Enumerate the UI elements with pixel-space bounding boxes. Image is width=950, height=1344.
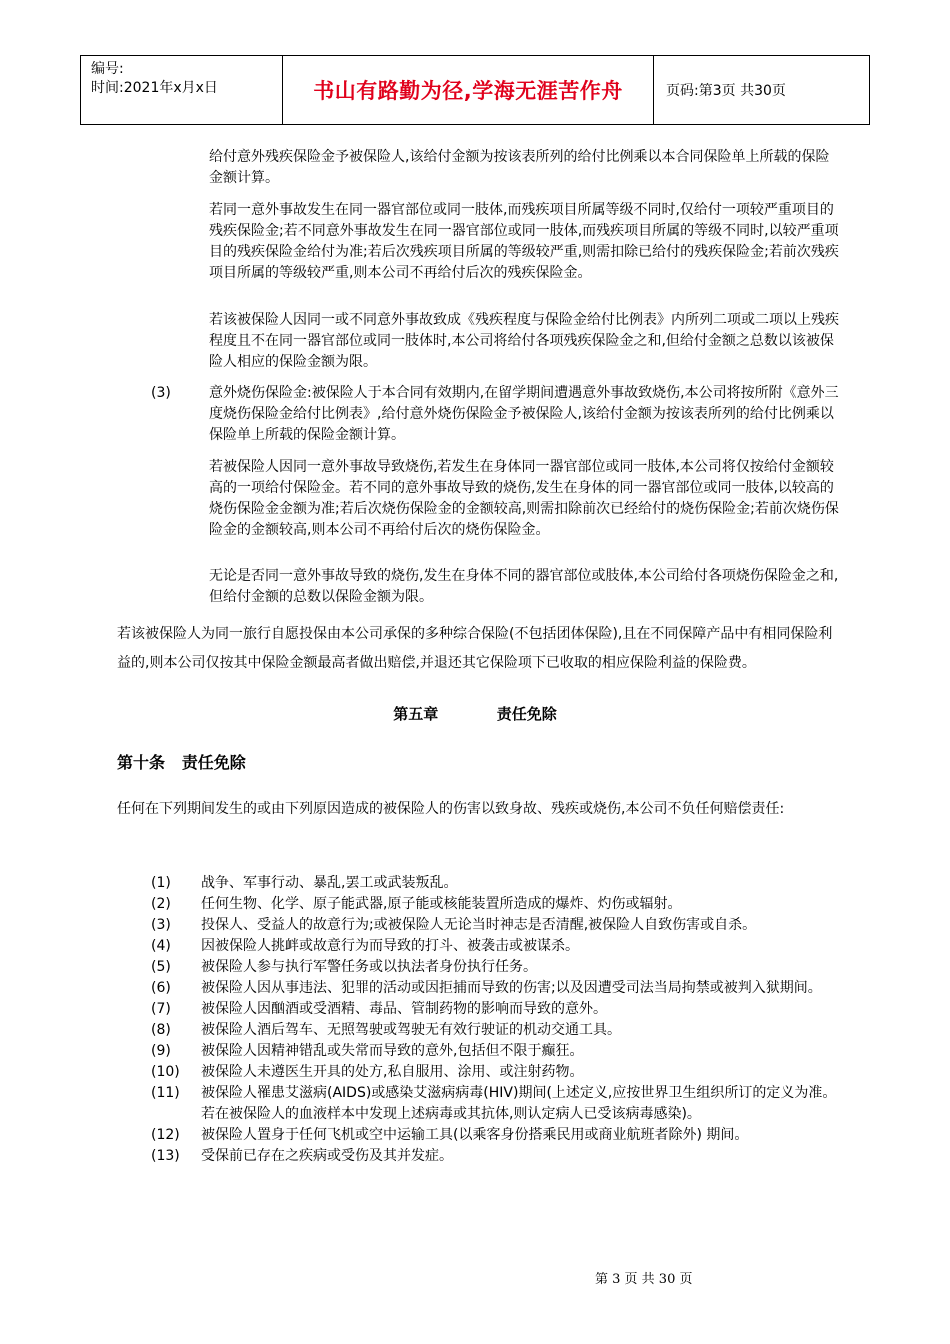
list-item: (7) 被保险人因酗酒或受酒精、毒品、管制药物的影响而导致的意外。 bbox=[151, 1001, 607, 1017]
header-meta bbox=[81, 56, 283, 124]
list-item: (5) 被保险人参与执行军警任务或以执法者身份执行任务。 bbox=[151, 959, 537, 975]
page-footer: 第 3 页 共 30 页 bbox=[595, 1272, 693, 1287]
paragraph-burn-same-accident: 若被保险人因同一意外事故导致烧伤,若发生在身体同一器官部位或同一肢体,本公司将仅按给付金额较高的一项给付保险金。若不同的意外事故导致的烧伤,发生在身体的同一器官部位或同一肢体,以较高的烧伤保险金金额为准;若后次烧伤保险金的金额较高,则需扣除前次已经给付的烧伤保险金;若前次烧伤保险金的金额较高,则本公司不再给付后次的烧伤保险金。 bbox=[209, 459, 839, 538]
article-title: 第十条 责任免除 bbox=[117, 753, 246, 772]
chapter-number: 第五章 bbox=[393, 705, 439, 723]
document-number-label: 编号: bbox=[91, 61, 124, 77]
list-item: (1) 战争、军事行动、暴乱,罢工或武装叛乱。 bbox=[151, 875, 458, 891]
paragraph-multiple-insurance: 若该被保险人为同一旅行自愿投保由本公司承保的多种综合保险(不包括团体保险),且在不同保障产品中有相同保险利益的,则本公司仅按其中保险金额最高者做出赔偿,并退还其它保险项下已收取的相应保险利益的保险费。 bbox=[117, 626, 833, 671]
chapter-title: 责任免除 bbox=[496, 705, 557, 723]
paragraph-exclusion-intro: 任何在下列期间发生的或由下列原因造成的被保险人的伤害以致身故、残疾或烧伤,本公司不负任何赔偿责任: bbox=[117, 801, 785, 817]
chapter-heading bbox=[0, 703, 950, 724]
list-item: (13) 受保前已存在之疾病或受伤及其并发症。 bbox=[151, 1148, 453, 1164]
list-item: (2) 任何生物、化学、原子能武器,原子能或核能装置所造成的爆炸、灼伤或辐射。 bbox=[151, 896, 682, 912]
list-item: (8) 被保险人酒后驾车、无照驾驶或驾驶无有效行驶证的机动交通工具。 bbox=[151, 1022, 621, 1038]
paragraph-multiple-disability: 若该被保险人因同一或不同意外事故致成《残疾程度与保险金给付比例表》内所列二项或二项以上残疾程度且不在同一器官部位或同一肢体时,本公司将给付各项残疾保险金之和,但给付金额之总数以该被保险人相应的保险金额为限。 bbox=[209, 312, 839, 370]
paragraph-same-organ-rule: 若同一意外事故发生在同一器官部位或同一肢体,而残疾项目所属等级不同时,仅给付一项较严重项目的残疾保险金;若不同意外事故发生在同一器官部位或同一肢体,而残疾项目所属的等级不同时,以较严重项目的残疾保险金给付为准;若后次残疾项目所属的等级较严重,则需扣除已给付的残疾保险金;若前次残疾项目所属的等级较严重,则本公司不再给付后次的残疾保险金。 bbox=[209, 202, 839, 281]
list-item: (12) 被保险人置身于任何飞机或空中运输工具(以乘客身份搭乘民用或商业航班者除外) 期间。 bbox=[151, 1127, 749, 1143]
item-number-3: (3) bbox=[151, 385, 171, 401]
paragraph-disability-payment: 给付意外残疾保险金予被保险人,该给付金额为按该表所列的给付比例乘以本合同保险单上所载的保险金额计算。 bbox=[209, 149, 830, 186]
list-item: (4) 因被保险人挑衅或故意行为而导致的打斗、被袭击或被谋杀。 bbox=[151, 938, 579, 954]
list-item: (9) 被保险人因精神错乱或失常而导致的意外,包括但不限于癫狂。 bbox=[151, 1043, 584, 1059]
paragraph-burn-different-organs: 无论是否同一意外事故导致的烧伤,发生在身体不同的器官部位或肢体,本公司给付各项烧伤保险金之和,但给付金额的总数以保险金额为限。 bbox=[209, 568, 839, 605]
header-page-info: 页码:第3页 共30页 bbox=[666, 83, 786, 99]
document-time: 时间:2021年x月x日 bbox=[91, 80, 218, 96]
exclusion-list bbox=[117, 873, 847, 1167]
header-motto: 书山有路勤为径,学海无涯苦作舟 bbox=[283, 56, 654, 124]
list-item: (11) 被保险人罹患艾滋病(AIDS)或感染艾滋病病毒(HIV)期间(上述定义,应按世界卫生组织所订的定义为准。若在被保险人的血液样本中发现上述病毒或其抗体,则认定病人已受该病毒感染)。 bbox=[151, 1085, 837, 1122]
list-item: (10) 被保险人未遵医生开具的处方,私自服用、涂用、或注射药物。 bbox=[151, 1064, 584, 1080]
list-item: (3) 投保人、受益人的故意行为;或被保险人无论当时神志是否清醒,被保险人自致伤害或自杀。 bbox=[151, 917, 757, 933]
page-header bbox=[80, 55, 870, 125]
list-item: (6) 被保险人因从事违法、犯罪的活动或因拒捕而导致的伤害;以及因遭受司法当局拘禁或被判入狱期间。 bbox=[151, 980, 822, 996]
paragraph-burn-benefit: 意外烧伤保险金:被保险人于本合同有效期内,在留学期间遭遇意外事故致烧伤,本公司将按所附《意外三度烧伤保险金给付比例表》,给付意外烧伤保险金予被保险人,该给付金额为按该表所列的给付比例乘以保险单上所载的保险金额计算。 bbox=[209, 385, 839, 443]
